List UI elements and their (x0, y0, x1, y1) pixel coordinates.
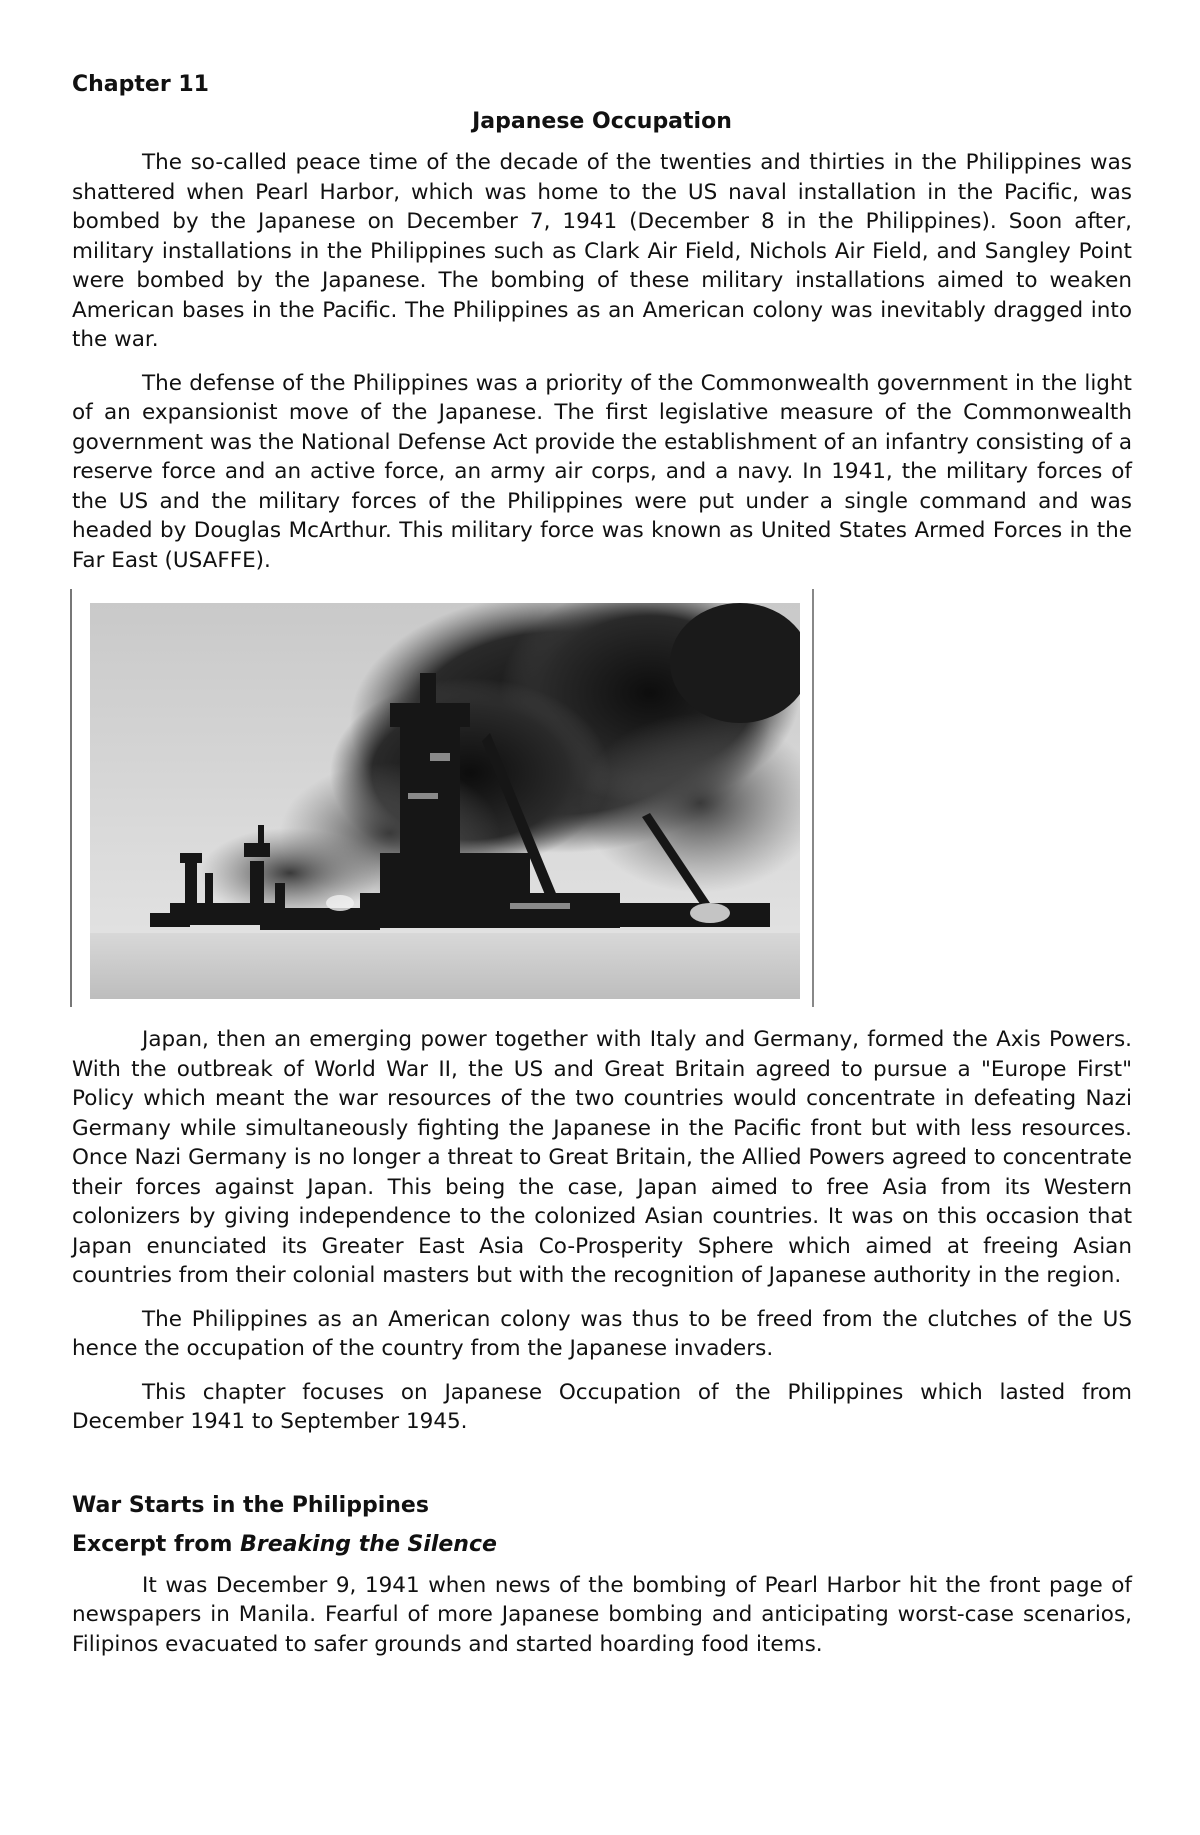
paragraph-excerpt: It was December 9, 1941 when news of the bombing of Pearl Harbor hit the front page of newspapers in Manila. Fearful of more Japanese bombing and anticipating worst-case scenarios, Filipinos evacuated to safer grounds and started hoarding food items. (72, 1572, 1132, 1657)
paragraph-defense: The defense of the Philippines was a priority of the Commonwealth government in the light of an expansionist move of the Japanese. The first legislative measure of the Commonwealth government was the National Defense Act provide the establishment of an infantry consisting of a reserve force and an active force, an army air corps, and a navy. In 1941, the military forces of the US and the military forces of the Philippines were put under a single command and was headed by Douglas McArthur. This military force was known as United States Armed Forces in the Far East (USAFFE). (72, 370, 1132, 573)
paragraph-axis-powers: Japan, then an emerging power together with Italy and Germany, formed the Axis Powers. With the outbreak of World War II, the US and Great Britain agreed to pursue a "Europe First" Policy which meant the war resources of the two countries would concentrate in defeating Nazi Germany while simultaneously fighting the Japanese in the Pacific front but with less resources. Once Nazi Germany is no longer a threat to Great Britain, the Allied Powers agreed to concentrate their forces against Japan. This being the case, Japan aimed to free Asia from its Western colonizers by giving independence to the colonized Asian countries. It was on this occasion that Japan enunciated its Greater East Asia Co-Prosperity Sphere which aimed at freeing Asian countries from their colonial masters but with the recognition of Japanese authority in the region. (72, 1027, 1132, 1288)
section-heading: War Starts in the Philippines (72, 1492, 429, 1518)
chapter-label: Chapter 11 (72, 72, 209, 97)
paragraph-intro: The so-called peace time of the decade of the twenties and thirties in the Philippines was shattered when Pearl Harbor, which was home to the US naval installation in the Pacific, was bombed by the Japanese on December 7, 1941 (December 8 in the Philippines). Soon after, military installations in the Philippines such as Clark Air Field, Nichols Air Field, and Sangley Point were bombed by the Japanese. The bombing of these military installations aimed to weaken American bases in the Pacific. The Philippines as an American colony was inevitably dragged into the war. (72, 150, 1132, 352)
paragraph-colony: The Philippines as an American colony was thus to be freed from the clutches of the US hence the occupation of the country from the Japanese invaders. (72, 1306, 1132, 1361)
paragraph-chapter-focus: This chapter focuses on Japanese Occupation of the Philippines which lasted from December 1941 to September 1945. (72, 1379, 1132, 1434)
excerpt-heading (72, 1532, 1132, 1557)
excerpt-prefix: Excerpt from (72, 1531, 241, 1557)
chapter-title: Japanese Occupation (472, 109, 732, 134)
burning-battleships-image (90, 603, 800, 999)
pearl-harbor-photo (70, 589, 814, 1007)
excerpt-source: Breaking the Silence (240, 1531, 497, 1557)
document-page (72, 62, 1132, 1673)
